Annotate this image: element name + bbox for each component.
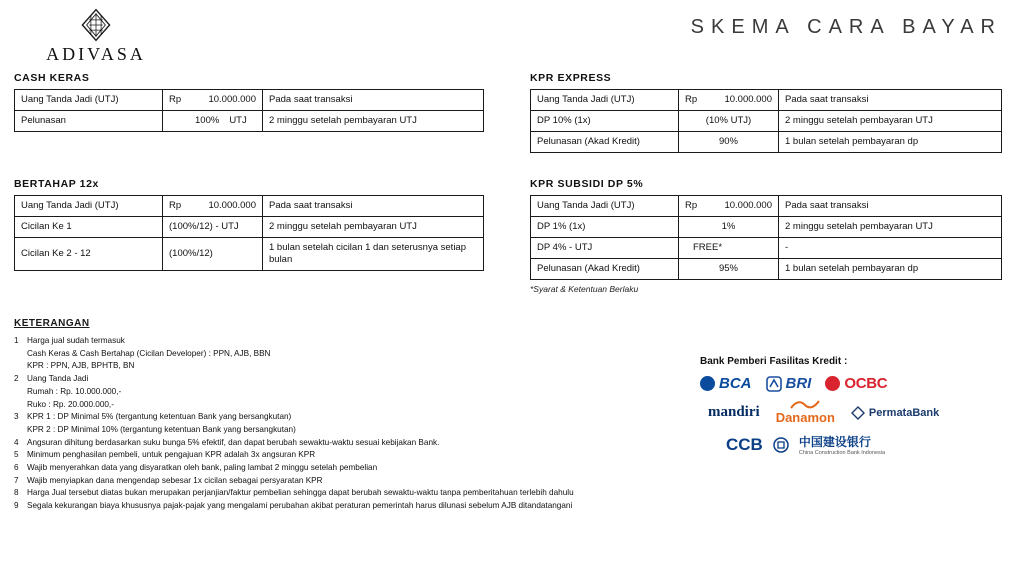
block-title: KPR SUBSIDI DP 5% [530, 178, 644, 190]
keterangan-section [14, 318, 634, 513]
table-row [15, 196, 484, 217]
bank-logo-mandiri [708, 404, 760, 421]
row-note: 2 minggu setelah pembayaran UTJ [779, 216, 1002, 237]
item-text: Segala kekurangan biaya khususnya pajak-pajak yang mengalami perubahan akibat peraturan pemerintah harus dilunasi sebelum AJB ditandatangani [27, 501, 573, 511]
item-subtext: KPR : PPN, AJB, BPHTB, BN [27, 361, 135, 371]
row-value: (100%/12) [163, 237, 263, 270]
item-number: 9 [14, 501, 19, 511]
item-text: Angsuran dihitung berdasarkan suku bunga 5% efektif, dan dapat berubah sewaktu-waktu sesuai kebijakan Bank. [27, 437, 440, 447]
row-value-right: 10.000.000 [724, 94, 772, 105]
item-number: 3 [14, 412, 19, 422]
item-number: 4 [14, 437, 19, 447]
item-number: 1 [14, 336, 19, 345]
row-label: Pelunasan [15, 110, 163, 131]
row-label: DP 1% (1x) [531, 216, 679, 237]
banks-section [700, 356, 1000, 464]
brand-logo [16, 8, 176, 65]
row-value-left: 100% [195, 114, 220, 126]
row-value: 90% [679, 131, 779, 152]
row-note: 1 bulan setelah cicilan 1 dan seterusnya setiap bulan [263, 237, 484, 270]
block-kpr-express [530, 72, 1002, 153]
table-row [531, 110, 1002, 131]
table-bertahap-12x [14, 195, 484, 271]
block-kpr-subsidi [530, 178, 1002, 294]
banks-row-2 [700, 400, 1000, 425]
table-row [15, 216, 484, 237]
list-item [14, 475, 634, 488]
list-item [14, 373, 634, 386]
footnote: *Syarat & Ketentuan Berlaku [530, 283, 639, 294]
row-value [679, 196, 779, 217]
brand-name: ADIVASA [46, 44, 146, 64]
block-title: CASH KERAS [14, 72, 90, 84]
row-value: (100%/12) - UTJ [163, 216, 263, 237]
item-number: 7 [14, 475, 19, 485]
row-value [163, 110, 263, 131]
table-row [15, 237, 484, 270]
row-value-left: Rp [685, 94, 698, 105]
block-title: BERTAHAP 12x [14, 178, 100, 190]
row-note: 2 minggu setelah pembayaran UTJ [263, 110, 484, 131]
bank-logo-danamon [776, 400, 835, 425]
row-label: DP 10% (1x) [531, 110, 679, 131]
list-item [14, 449, 634, 462]
danamon-logo-icon [790, 400, 820, 409]
bank-name: PermataBank [868, 406, 940, 419]
list-item [14, 411, 634, 424]
item-text: KPR 1 : DP Minimal 5% (tergantung ketentuan Bank yang bersangkutan) [27, 412, 292, 422]
bank-name: OCBC [844, 375, 888, 392]
row-note: 1 bulan setelah pembayaran dp [779, 131, 1002, 152]
bank-logo-bri [766, 375, 812, 392]
item-text: Harga Jual tersebut diatas bukan merupakan perjanjian/faktur pembelian sehingga dapat berubah sewaktu-waktu tanpa pemberitahuan terlebih dahulu [27, 488, 574, 498]
row-note: 2 minggu setelah pembayaran UTJ [779, 110, 1002, 131]
ccb-logo-icon [773, 437, 789, 453]
row-label: Cicilan Ke 1 [15, 216, 163, 237]
table-row [531, 258, 1002, 279]
ocbc-logo-icon [825, 376, 840, 391]
row-value [163, 196, 263, 217]
row-label: Uang Tanda Jadi (UTJ) [15, 90, 163, 111]
bank-logo-bca [700, 375, 752, 392]
item-text: Uang Tanda Jadi [27, 374, 89, 384]
row-label: Uang Tanda Jadi (UTJ) [15, 196, 163, 217]
table-row [531, 90, 1002, 111]
table-row [531, 131, 1002, 152]
table-row [15, 90, 484, 111]
row-label: Cicilan Ke 2 - 12 [15, 237, 163, 270]
row-value-left: Rp [169, 200, 182, 211]
row-value: (10% UTJ) [679, 110, 779, 131]
row-label: Pelunasan (Akad Kredit) [531, 131, 679, 152]
item-number: 6 [14, 463, 19, 473]
ccb-chinese-name: 中国建设银行 [798, 435, 871, 449]
row-note: - [779, 237, 1002, 258]
row-value: 95% [679, 258, 779, 279]
row-value-left: Rp [169, 94, 182, 105]
row-note: 1 bulan setelah pembayaran dp [779, 258, 1002, 279]
bca-logo-icon [700, 376, 715, 391]
item-text: Harga jual sudah termasuk [27, 336, 125, 345]
ccb-subtitle: China Construction Bank Indonesia [798, 450, 886, 456]
bank-name: BCA [719, 375, 752, 392]
row-note: Pada saat transaksi [263, 90, 484, 111]
row-label: Uang Tanda Jadi (UTJ) [531, 196, 679, 217]
row-value-right: 10.000.000 [724, 200, 772, 211]
item-subtext: Ruko : Rp. 20.000.000,- [27, 399, 114, 409]
bank-name: mandiri [708, 404, 760, 420]
table-row [531, 216, 1002, 237]
table-cash-keras [14, 89, 484, 132]
row-value-left: Rp [685, 200, 698, 211]
item-subtext: KPR 2 : DP Minimal 10% (tergantung ketentuan Bank yang bersangkutan) [27, 424, 296, 434]
row-value-right: 10.000.000 [208, 200, 256, 211]
row-note: Pada saat transaksi [779, 196, 1002, 217]
table-kpr-subsidi [530, 195, 1002, 280]
block-cash-keras [14, 72, 484, 132]
table-row [531, 237, 1002, 258]
page-title: SKEMA CARA BAYAR [690, 16, 1002, 38]
banks-title: Bank Pemberi Fasilitas Kredit : [700, 356, 848, 367]
bri-logo-icon [766, 376, 782, 392]
row-note: Pada saat transaksi [263, 196, 484, 217]
row-value: 1% [679, 216, 779, 237]
bank-logo-ocbc [825, 375, 887, 392]
item-subtext: Rumah : Rp. 10.000.000,- [27, 386, 122, 396]
item-number: 2 [14, 374, 19, 384]
row-value: FREE* [679, 237, 779, 258]
row-label: DP 4% - UTJ [531, 237, 679, 258]
list-item [14, 437, 634, 450]
list-item [14, 462, 634, 475]
item-number: 8 [14, 488, 19, 498]
table-row [15, 110, 484, 131]
row-value [163, 90, 263, 111]
list-item [14, 335, 634, 348]
block-title: KPR EXPRESS [530, 72, 612, 84]
bank-name: CCB [726, 434, 763, 454]
row-value [679, 90, 779, 111]
banks-row-1 [700, 375, 1000, 392]
permatabank-logo-icon [851, 406, 865, 420]
item-text: Wajib menyerahkan data yang disyaratkan oleh bank, paling lambat 2 minggu setelah pembelian [27, 463, 378, 473]
table-kpr-express [530, 89, 1002, 153]
row-value-right: 10.000.000 [208, 94, 256, 105]
banks-row-3 [700, 433, 1000, 456]
row-note: Pada saat transaksi [779, 90, 1002, 111]
row-value-right: UTJ [229, 114, 247, 126]
item-subtext: Cash Keras & Cash Bertahap (Cicilan Developer) : PPN, AJB, BBN [27, 348, 271, 358]
item-number: 5 [14, 450, 19, 460]
bank-name: BRI [785, 375, 812, 392]
diamond-monogram-icon [79, 8, 113, 42]
block-bertahap-12x [14, 178, 484, 271]
row-label: Pelunasan (Akad Kredit) [531, 258, 679, 279]
keterangan-title: KETERANGAN [14, 318, 90, 329]
item-text: Minimum penghasilan pembeli, untuk pengajuan KPR adalah 3x angsuran KPR [27, 450, 316, 460]
bank-logo-permata [851, 406, 939, 420]
item-text: Wajib menyiapkan dana mengendap sebesar 1x cicilan sebagai persyaratan KPR [27, 475, 323, 485]
row-label: Uang Tanda Jadi (UTJ) [531, 90, 679, 111]
bank-name: Danamon [775, 410, 835, 425]
list-item [14, 487, 634, 500]
table-row [531, 196, 1002, 217]
list-item [14, 500, 634, 513]
row-note: 2 minggu setelah pembayaran UTJ [263, 216, 484, 237]
